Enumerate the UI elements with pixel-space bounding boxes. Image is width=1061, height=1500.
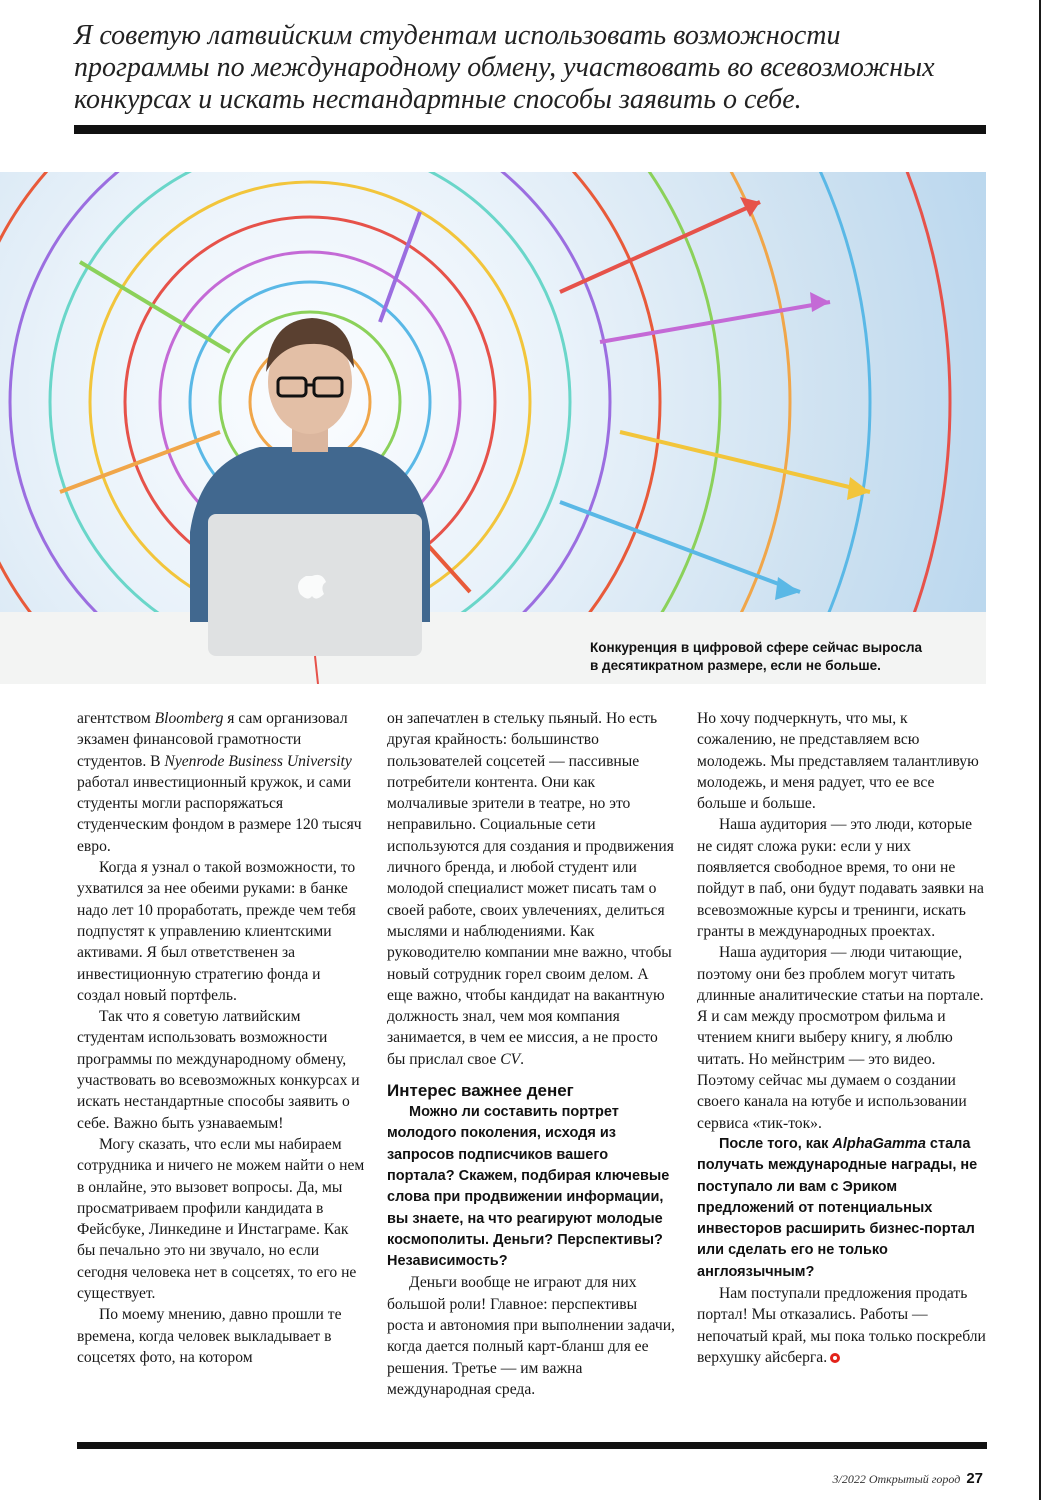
paragraph: Наша аудитория — это люди, которые не сидят сложа руки: если у них появляется свободное время, то они не пойдут в паб, они будут подавать заявки на всевозможные курсы и тренинги, искать гранты в международных проектах. <box>697 816 984 940</box>
photo-illustration <box>0 172 986 684</box>
paragraph: Деньги вообще не играют для них большой роли! Главное: перспективы роста и автономия при выполнении задачи, когда дается полный карт-бланш для ее решения. Третье — им важна международная среда. <box>387 1274 675 1398</box>
section-subheading: Интерес важнее денег <box>387 1081 574 1101</box>
footer-rule <box>77 1442 987 1449</box>
page-footer <box>833 1470 984 1487</box>
pull-quote-rule <box>74 125 986 134</box>
photo-caption <box>590 639 980 675</box>
paragraph: По моему мнению, давно прошли те времена, когда человек выкладывает в соцсетях фото, на котором <box>77 1306 342 1366</box>
paragraph: Так что я советую латвийским студентам использовать возможности программы по международному обмену, участвовать во всевозможных конкурсах и искать нестандартные способы заявить о себе. Важно быть узнаваемым! <box>77 1008 360 1132</box>
article-column-1 <box>77 708 367 1368</box>
paragraph: Но хочу подчеркнуть, что мы, к сожалению, не представляем всю молодежь. Мы представляем талантливую молодежь, и меня радует, что ее все больше и больше. <box>697 710 979 813</box>
issue-number: 3/2022 <box>832 1472 866 1486</box>
paragraph: Наша аудитория — люди читающие, поэтому они без проблем могут читать длинные аналитические статьи на портале. Я и сам между просмотром фильма и чтением книги выберу книгу, я люблю читать. Но мейнстрим — это видео. Поэтому сейчас мы думаем о создании своего канала на ютубе и использовании сервиса «тик-ток». <box>697 944 984 1132</box>
article-column-2 <box>387 708 677 1400</box>
paragraph: Когда я узнал о такой возможности, то ухватился за нее обеими руками: в банке надо лет 10 проработать, прежде чем тебя подпустят к управлению клиентскими активами. Я был ответственен за инвестиционную стратегию фонда и создал новый портфель. <box>77 859 356 1004</box>
interview-question: После того, как AlphaGamma стала получать международные награды, не поступало ли вам с Эриком предложений от потенциальных инвесторов расширить бизнес-портал или сделать его не только англоязычным? <box>697 1135 978 1280</box>
magazine-name: Открытый город <box>868 1472 961 1486</box>
article-column-3 <box>697 708 987 1368</box>
interview-question: Можно ли составить портрет молодого поколения, исходя из запросов подписчиков вашего портала? Скажем, подбирая ключевые слова при продвижении информации, вы знаете, на что реагируют молодые космополиты. Деньги? Перспективы? Независимость? <box>387 1104 670 1270</box>
end-mark-icon <box>830 1353 840 1363</box>
page-edge-bar <box>1039 0 1061 1500</box>
page-number: 27 <box>966 1470 983 1487</box>
paragraph: агентством Bloomberg я сам организовал экзамен финансовой грамотности студентов. В Nyenrode Business University работал инвестиционный кружок, и сами студенты могли распоряжаться студенческим фондом в размере 120 тысяч евро. <box>77 710 362 855</box>
paragraph: Могу сказать, что если мы набираем сотрудника и ничего не можем найти о нем в онлайне, это вызовет вопросы. Да, мы просматриваем профили кандидата в Фейсбуке, Линкедине и Инстаграме. Как бы печально это ни звучало, но если сегодня человека нет в соцсетях, то его не существует. <box>77 1135 365 1303</box>
hero-photo <box>0 172 986 684</box>
photo-caption-line-2: в десятикратном размере, если не больше. <box>590 658 881 673</box>
paragraph: Нам поступали предложения продать портал! Мы отказались. Работы — непочатый край, мы пока только поскребли верхушку айсберга. <box>697 1285 986 1366</box>
paragraph: он запечатлен в стельку пьяный. Но есть другая крайность: большинство пользователей соцсетей — пассивные потребители контента. Они как молчаливые зрители в театре, но это неправильно. Социальные сети используются для создания и продвижения личного бренда, и любой студент или молодой специалист может писать там о своей работе, своих увлечениях, делиться мыслями и наблюдениями. Как руководителю компании мне важно, чтобы новый сотрудник горел своим делом. А еще важно, чтобы кандидат на вакантную должность знал, чем моя компания занимается, в чем ее миссия, а не просто бы прислал свое CV. <box>387 710 674 1068</box>
pull-quote: Я советую латвийским студентам использовать возможности программы по международному обмену, участвовать во всевозможных конкурсах и искать нестандартные способы заявить о себе. <box>74 20 935 115</box>
photo-caption-line-1: Конкуренция в цифровой сфере сейчас выросла <box>590 640 923 655</box>
